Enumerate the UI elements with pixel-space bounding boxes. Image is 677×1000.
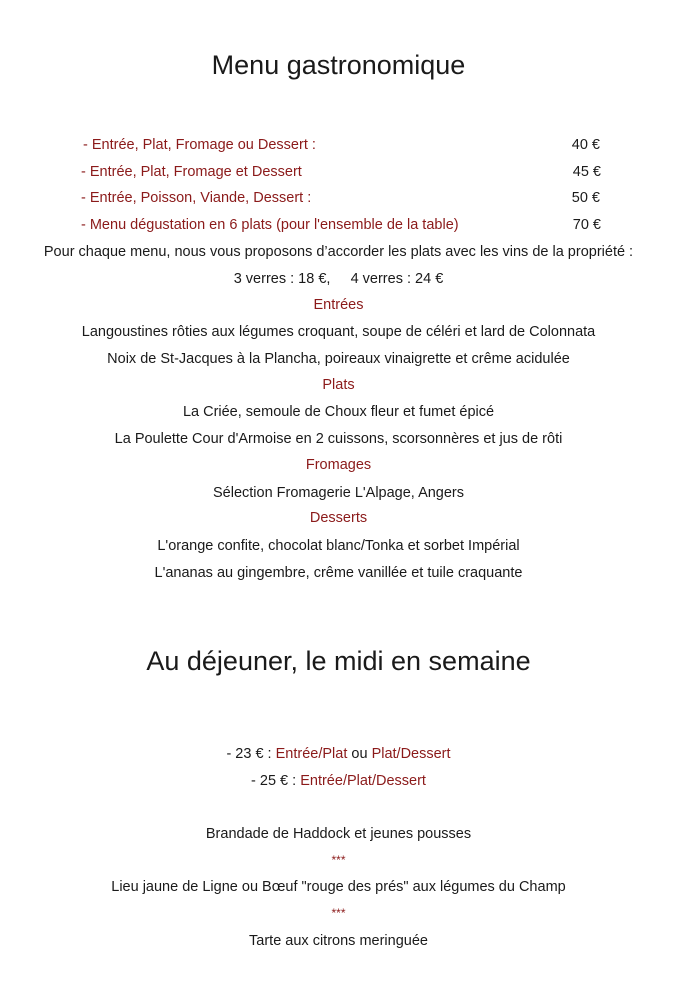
formula-price: 40 € [571,137,600,153]
wine-note: Pour chaque menu, nous vous proposons d’accorder les plats avec les vins de la propriété : [43,244,634,260]
formula-label: - Menu dégustation en 6 plats (pour l'ensemble de la table) [81,217,459,233]
section-heading-plats: Plats [322,377,355,393]
offer-or: ou [347,746,372,762]
formula-price: 45 € [572,164,601,180]
offer-option: Entrée/Plat/Dessert [300,773,426,789]
wine-prices: 3 verres : 18 €, 4 verres : 24 € [233,271,444,287]
dish-item: La Poulette Cour d'Armoise en 2 cuissons, scorsonnères et jus de rôti [114,431,563,447]
lunch-dish: Tarte aux citrons meringuée [249,933,428,949]
offer-prefix: - 23 € : [226,746,276,762]
dish-separator: *** [331,853,346,867]
dish-item: Noix de St-Jacques à la Plancha, poireaux vinaigrette et crême acidulée [107,351,570,367]
dish-item: L'ananas au gingembre, crême vanillée et tuile craquante [154,565,523,581]
formula-price: 50 € [571,190,600,206]
menu-title: Menu gastronomique [211,50,466,80]
formula-label: - Entrée, Poisson, Viande, Dessert : [81,190,312,206]
dish-item: Sélection Fromagerie L'Alpage, Angers [212,485,465,501]
lunch-title: Au déjeuner, le midi en semaine [146,646,531,676]
section-heading-entrees: Entrées [313,297,364,313]
dish-item: La Criée, semoule de Choux fleur et fumet épicé [182,404,495,420]
offer-option: Entrée/Plat [275,746,348,762]
formula-price: 70 € [572,217,601,233]
offer-option: Plat/Dessert [371,746,451,762]
section-heading-desserts: Desserts [309,510,368,526]
lunch-offer-23 [0,745,677,763]
dish-separator: *** [331,906,346,920]
lunch-offer-25 [0,772,677,790]
lunch-dish: Lieu jaune de Ligne ou Bœuf "rouge des prés" aux légumes du Champ [111,879,566,895]
section-heading-fromages: Fromages [305,457,372,473]
dish-item: L'orange confite, chocolat blanc/Tonka et sorbet Impérial [157,538,520,554]
offer-prefix: - 25 € : [251,773,301,789]
formula-label: - Entrée, Plat, Fromage ou Dessert : [83,137,316,153]
lunch-dish: Brandade de Haddock et jeunes pousses [205,826,472,842]
dish-item: Langoustines rôties aux légumes croquant, soupe de céléri et lard de Colonnata [81,324,596,340]
formula-label: - Entrée, Plat, Fromage et Dessert [81,164,302,180]
